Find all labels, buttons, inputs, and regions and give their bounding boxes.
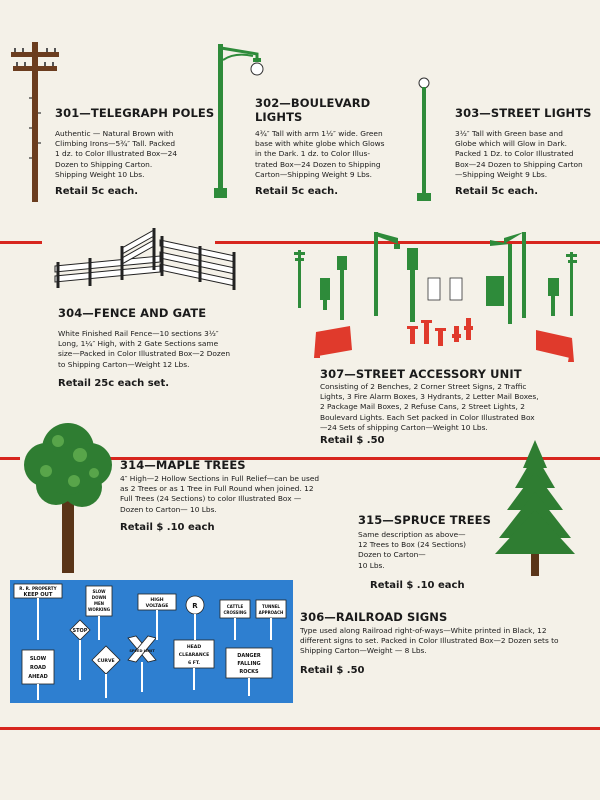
item-302-description	[255, 129, 405, 180]
spruce-tree-illustration	[495, 438, 575, 578]
item-314-line: Full Trees (24 Sections) to color Illustrated Box —	[120, 494, 302, 504]
item-304-line: Long, 1¼″ High, with 2 Gate Sections same	[58, 339, 219, 349]
item-302-line: Carton—Shipping Weight 9 Lbs.	[255, 169, 372, 179]
item-307-line: 2 Package Mail Boxes, 2 Refuse Cans, 2 Street Lights, 2	[320, 402, 525, 412]
sign-slow-road-line2: ROAD	[30, 665, 46, 671]
sign-slow-down-line3: MEN	[93, 601, 105, 606]
item-314-line: as 2 Trees or as 1 Tree in Full Round when joined. 12	[120, 484, 314, 494]
item-307-description	[320, 382, 592, 433]
item-306-description	[300, 626, 592, 657]
item-302-heading-line1: 302—BOULEVARD	[255, 96, 371, 110]
item-315-line: 10 Lbs.	[358, 560, 385, 570]
item-303-description	[455, 129, 597, 180]
sign-head-line2: CLEARANCE	[178, 653, 210, 658]
sign-danger-line3: ROCKS	[239, 669, 259, 675]
item-302-line: trated Box—24 Dozen to Shipping	[255, 159, 381, 169]
sign-keep-out-line1: R. R. PROPERTY	[19, 586, 57, 591]
item-306-heading: 306—RAILROAD SIGNS	[300, 610, 448, 624]
maple-tree-illustration	[18, 415, 118, 575]
railroad-signs-panel	[10, 580, 293, 703]
sign-high-voltage-line1: HIGH	[150, 598, 164, 603]
item-307-heading: 307—STREET ACCESSORY UNIT	[320, 367, 522, 381]
red-rule	[0, 457, 20, 460]
item-307-line: Consisting of 2 Benches, 2 Corner Street Signs, 2 Traffic	[320, 382, 527, 391]
sign-danger-line2: FALLING	[237, 661, 261, 667]
item-315-line: Dozen to Carton—	[358, 550, 426, 560]
item-315-line: Same description as above—	[358, 530, 466, 539]
item-304-description	[58, 329, 258, 370]
sign-tunnel-line1: TUNNEL	[262, 604, 280, 609]
item-314-description	[120, 474, 370, 515]
item-301-retail: Retail 5c each.	[55, 186, 139, 197]
sign-high-voltage-line2: VOLTAGE	[145, 604, 169, 609]
sign-slow-down-line1: SLOW	[92, 589, 106, 594]
item-304-retail: Retail 25c each set.	[58, 378, 170, 389]
red-rule	[0, 727, 600, 730]
item-315-description	[358, 530, 488, 571]
street-light-illustration	[410, 75, 440, 205]
item-314-line: Dozen to Carton— 10 Lbs.	[120, 504, 217, 514]
sign-rr-letter: R	[192, 602, 198, 610]
item-302-line: base with white globe which Glows	[255, 139, 385, 149]
item-315-line: 12 Trees to Box (24 Sections)	[358, 540, 467, 550]
fence-illustration	[50, 218, 240, 293]
item-302-heading	[255, 96, 370, 124]
item-307-line: Lights, 3 Fire Alarm Boxes, 3 Hydrants, 2 Letter Mail Boxes,	[320, 392, 539, 402]
item-304-heading: 304—FENCE AND GATE	[58, 306, 207, 320]
item-301-line: Shipping Weight 10 Lbs.	[55, 169, 145, 179]
item-314-retail: Retail $ .10 each	[120, 522, 215, 533]
item-303-line: Globe which will Glow in Dark.	[455, 139, 567, 149]
item-315-heading: 315—SPRUCE TREES	[358, 513, 492, 527]
item-301-description	[55, 129, 205, 180]
sign-slow-road-line3: AHEAD	[28, 674, 48, 680]
sign-curve: CURVE	[97, 659, 115, 664]
item-315-retail: Retail $ .10 each	[370, 580, 465, 591]
item-307-line: —24 Sets of shipping Carton—Weight 10 Lbs.	[320, 422, 488, 432]
sign-slow-down-line4: WORKING	[87, 607, 111, 612]
railroad-signs-illustration	[10, 580, 293, 703]
item-301-line: Dozen to Shipping Carton.	[55, 159, 153, 169]
item-302-heading-line2: LIGHTS	[255, 110, 303, 124]
sign-slow-road-line1: SLOW	[29, 656, 47, 662]
item-314-heading: 314—MAPLE TREES	[120, 458, 246, 472]
item-301-line: Climbing Irons—5¾″ Tall. Packed	[55, 139, 176, 149]
item-306-retail: Retail $ .50	[300, 665, 365, 676]
sign-keep-out-line2: KEEP OUT	[23, 592, 53, 598]
item-306-line: Type used along Railroad right-of-ways—White printed in Black, 12	[300, 626, 547, 635]
item-301-line: Authentic — Natural Brown with	[55, 129, 174, 138]
item-306-line: Shipping Carton—Weight — 8 Lbs.	[300, 646, 427, 656]
item-301-line: 1 dz. to Color Illustrated Box—24	[55, 149, 178, 159]
sign-cattle-line1: CATTLE	[226, 604, 244, 609]
item-314-line: 4″ High—2 Hollow Sections in Full Relief—can be used	[120, 474, 320, 483]
item-303-line: 3½″ Tall with Green base and	[455, 129, 563, 138]
item-307-retail: Retail $ .50	[320, 435, 385, 446]
sign-head-line3: 6 FT.	[187, 661, 201, 666]
sign-cattle-line2: CROSSING	[223, 610, 247, 615]
item-304-line: to Shipping Carton—Weight 12 Lbs.	[58, 359, 190, 369]
sign-danger-line1: DANGER	[237, 653, 261, 659]
red-rule	[0, 241, 42, 244]
item-302-retail: Retail 5c each.	[255, 186, 339, 197]
item-303-line: —Shipping Weight 9 Lbs.	[455, 169, 548, 179]
item-302-line: in the Dark. 1 dz. to Color Illus-	[255, 149, 371, 159]
item-303-heading: 303—STREET LIGHTS	[455, 106, 592, 120]
item-307-line: Boulevard Lights. Each Set packed in Color Illustrated Box	[320, 412, 535, 422]
street-accessory-illustration	[290, 222, 595, 370]
item-301-heading: 301—TELEGRAPH POLES	[55, 106, 215, 120]
item-303-line: Box—24 Dozen to Shipping Carton	[455, 159, 583, 169]
item-306-line: different signs to set. Packed in Color Illustrated Box—2 Dozen sets to	[300, 636, 559, 646]
sign-tunnel-line2: APPROACH	[258, 610, 284, 615]
item-303-retail: Retail 5c each.	[455, 186, 539, 197]
item-302-line: 4¾″ Tall with arm 1½″ wide. Green	[255, 129, 383, 138]
item-304-line: size—Packed in Color Illustrated Box—2 Dozen	[58, 349, 231, 359]
item-304-line: White Finished Rail Fence—10 sections 3½″	[58, 329, 219, 338]
sign-speed-limit: SPEED LIMIT	[129, 649, 155, 653]
sign-slow-down-line2: DOWN	[91, 595, 107, 600]
sign-head-line1: HEAD	[186, 645, 202, 650]
sign-stop: STOP	[72, 628, 88, 634]
item-303-line: Packed 1 Dz. to Color Illustrated	[455, 149, 574, 159]
